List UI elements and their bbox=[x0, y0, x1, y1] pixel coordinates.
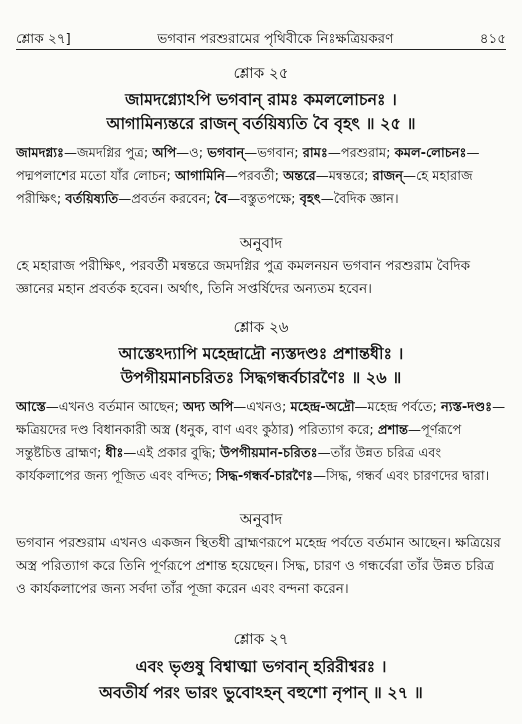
verse-25-line-1: জামদগ্ন্যোঽপি ভগবান্ রামঃ কমললোচনঃ । bbox=[125, 90, 397, 109]
synonym-meaning: —মহেন্দ্র পর্বতে; bbox=[354, 400, 442, 415]
verse-27-heading: শ্লোক ২৭ bbox=[233, 630, 289, 648]
synonym-term: অন্তরে bbox=[283, 169, 316, 184]
synonym-term: অপি bbox=[152, 146, 177, 161]
synonym-term: কমল-লোচনঃ bbox=[394, 146, 467, 161]
synonym-term: অদ্য অপি bbox=[183, 400, 234, 415]
synonym-term: রামঃ bbox=[302, 146, 328, 161]
synonym-meaning: —হে মহারাজ পরীক্ষিৎ; bbox=[16, 169, 473, 207]
verse-27-line-1: এবং ভৃগুষু বিশ্বাত্মা ভগবান্ হরিরীশ্বরঃ । bbox=[135, 657, 387, 676]
header-chapter-title: ভগবান পরশুরামের পৃথিবীকে নিঃক্ষত্রিয়করণ bbox=[157, 31, 394, 47]
synonym-term: মহেন্দ্র-অদ্রৌ bbox=[290, 400, 355, 415]
synonym-term: বৈ bbox=[214, 192, 228, 207]
verse-25-synonyms bbox=[16, 142, 506, 211]
verse-26-heading: শ্লোক ২৬ bbox=[233, 318, 289, 336]
synonym-term: ধীঃ bbox=[105, 446, 124, 461]
header-verse-ref: শ্লোক ২৭] bbox=[16, 31, 71, 47]
verse-26-synonyms bbox=[16, 396, 506, 488]
synonym-meaning: —সিদ্ধ, গন্ধর্ব এবং চারণদের দ্বারা। bbox=[312, 469, 490, 484]
synonym-meaning: —ও; bbox=[176, 146, 208, 161]
synonym-meaning: —প্রবর্তন করবেন; bbox=[118, 192, 215, 207]
synonym-term: উপগীয়মান-চরিতঃ bbox=[220, 446, 318, 461]
synonym-meaning: —বস্তুতপক্ষে; bbox=[227, 192, 300, 207]
synonym-term: বৃহৎ bbox=[299, 192, 321, 207]
verse-26-translation: ভগবান পরশুরাম এখনও একজন স্থিতধী ব্রাহ্মণরূপে মহেন্দ্র পর্বতে বর্তমান আছেন। ক্ষত্রিয়ের অস্ত্র পরিত্যাগ করে তিনি পূর্ণরূপে প্রশান্ত হয়েছেন। সিদ্ধ, চারণ ও গন্ধর্বেরা তাঁর উন্নত চরিত্র ও কার্যকলাপের জন্য সর্বদা তাঁর পূজা করেন এবং বন্দনা করেন। bbox=[16, 535, 501, 597]
synonym-meaning: —পূর্ণরূপে সন্তুষ্টচিত্ত ব্রাহ্মণ; bbox=[16, 423, 462, 461]
synonym-meaning: —ক্ষত্রিয়দের দণ্ড বিধানকারী অস্ত্র (ধনুক, বাণ এবং কুঠার) পরিত্যাগ করে; bbox=[16, 400, 506, 438]
synonym-term: ভগবান্ bbox=[207, 146, 245, 161]
verse-26-line-2: উপগীয়মানচরিতঃ সিদ্ধগন্ধর্বচারণৈঃ ॥ ২৬ ॥ bbox=[120, 368, 402, 387]
verse-25-heading: শ্লোক ২৫ bbox=[233, 64, 289, 82]
synonym-meaning: —তাঁর উন্নত চরিত্র এবং কার্যকলাপের জন্য পূজিত এবং বন্দিত; bbox=[16, 446, 442, 484]
synonym-meaning: —বৈদিক জ্ঞান। bbox=[320, 192, 399, 207]
synonym-term: রাজন্ bbox=[372, 169, 403, 184]
synonym-meaning: —এই প্রকার বুদ্ধি; bbox=[123, 446, 221, 461]
verse-26-line-1: আস্তেঽদ্যাপি মহেন্দ্রাদ্রৌ ন্যস্তদণ্ডঃ প্রশান্তধীঃ । bbox=[118, 344, 404, 363]
synonym-term: আস্তে bbox=[16, 400, 46, 415]
synonym-meaning: —মন্বন্তরে; bbox=[315, 169, 373, 184]
verse-25-line-2: আগামিন্যন্তরে রাজন্ বর্তয়িষ্যতি বৈ বৃহৎ ॥ ২৫ ॥ bbox=[106, 114, 416, 133]
synonym-term: ন্যস্ত-দণ্ডঃ bbox=[441, 400, 493, 415]
header-rule bbox=[16, 49, 506, 50]
synonym-meaning: —পরবর্তী; bbox=[224, 169, 284, 184]
verse-27-line-2: অবতীর্য পরং ভারং ভুবোঽহন্ বহুশো নৃপান্ ॥ ২৭ ॥ bbox=[99, 683, 423, 702]
running-header bbox=[16, 28, 506, 51]
synonym-term: জামদগ্ন্যঃ bbox=[16, 146, 64, 161]
header-page-number: ৪১৫ bbox=[479, 31, 506, 47]
verse-25-translation: হে মহারাজ পরীক্ষিৎ, পরবর্তী মন্বন্তরে জমদগ্নির পুত্র কমলনয়ন ভগবান পরশুরাম বৈদিক জ্ঞানের মহান প্রবর্তক হবেন। অর্থাৎ, তিনি সপ্তর্ষিদের অন্যতম হবেন। bbox=[16, 258, 471, 297]
synonym-term: আগামিনি bbox=[175, 169, 225, 184]
synonym-meaning: —জমদগ্নির পুত্র; bbox=[63, 146, 153, 161]
synonym-term: বর্তয়িষ্যতি bbox=[65, 192, 119, 207]
synonym-term: সিদ্ধ-গন্ধর্ব-চারণৈঃ bbox=[216, 469, 313, 484]
verse-26-translation-heading: অনুবাদ bbox=[239, 510, 283, 528]
synonym-meaning: —এখনও; bbox=[233, 400, 291, 415]
synonym-meaning: —পদ্মপলাশের মতো যাঁর লোচন; bbox=[16, 146, 480, 184]
synonym-meaning: —পরশুরাম; bbox=[327, 146, 395, 161]
verse-25-translation-heading: অনুবাদ bbox=[239, 234, 283, 252]
synonym-term: প্রশান্ত bbox=[377, 423, 408, 438]
synonym-meaning: —এখনও বর্তমান আছেন; bbox=[45, 400, 184, 415]
synonym-meaning: —ভগবান; bbox=[244, 146, 303, 161]
